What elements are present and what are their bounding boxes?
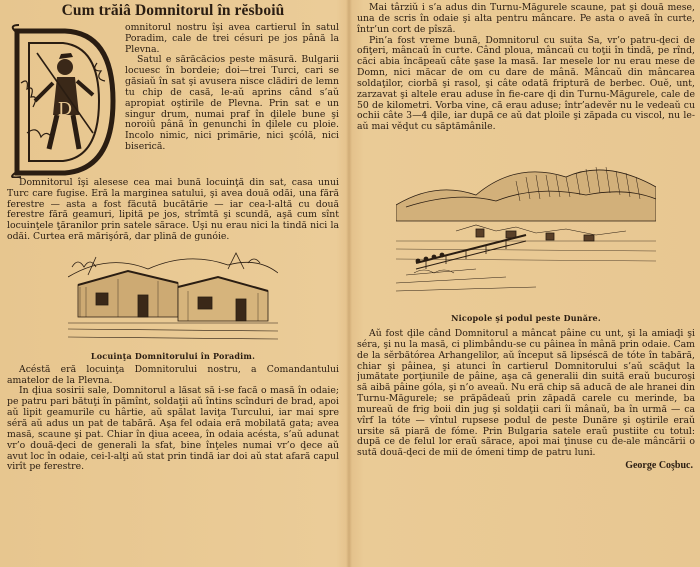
right-column (357, 0, 695, 567)
article-title: Cum trăiâ Domnitorul în rĕsboiû (61, 2, 285, 19)
left-column (7, 0, 339, 567)
paragraph: Acéstă eră locuinţa Domnitorului nostru, a Comandantului amatelor de la Plevna. (7, 363, 339, 386)
figure-bridge (357, 141, 695, 323)
paragraph: In ḑiua sosirii sale, Domnitorul a lăsat să i-se facă o masă în odaie; pe patru pari bătuţi în pămînt, soldaţii aŭ întins scînduri de brad, apoi aŭ lipit geamurile cu hârtie, aŭ spălat laviţa Turcului, iar mai spre séră aŭ adus un pat de tabără. Aşa fel odaia eră mobilată gata; avea masă, scaune şi pat. Chiar în ḑiua aceea, în odaia acésta, s’aŭ adunat vr’o două-ḑeci de generali la sfat, bine înţeles numai vr’o ḑece aŭ avut loc în odaie, cei-l-alţi aŭ stat prin tindă iar doi aŭ stat afară capul virît pe ferestre. (7, 385, 339, 473)
paragraph: Satul e sărăcăcios peste măsură. Bulgarii locuesc în bordeie; doi—trei Turci, cari se găsiaŭ în sat şi avusera nisce clădiri de lemn tu chip de casă, le-aŭ aprins când s’aŭ apropiat oştirile de Plevna. Prin sat e un singur drum, numai praf în ḑilele bune şi noroiû până în genunchi în ḑilele cu ploie. Incolo nimic, nici primărie, nici şcólă, nici biserică. (125, 54, 339, 153)
figure-caption-house: Locuinţa Domnitorului în Poradim. (90, 350, 256, 361)
paragraph: Domnitorul îşi alesese cea mai bună locuinţă din sat, casa unui Turc care fugise. Eră la marginea satului, şi avea două odăi, una fără ferestre — asta a fost făcută bucătărie — iar cea-l-altă cu două ferestre fără geamuri, lipită pe jos, strîmtă şi scundă, aşă cum sînt locuinţele ţăranilor prin satele sărace. Uşi nu erau nici la tindă nici la odăi. Curtea eră mărişóră, dar plină de gunóie. (7, 176, 339, 243)
house-engraving (68, 247, 278, 347)
paragraph: omnitorul nostru îşi avea cartierul în satul Poradim, cale de trei césuri pe jos până la Plevna. (125, 21, 339, 55)
svg-text:D: D (57, 98, 73, 120)
figure-house (7, 247, 339, 361)
page-fold (346, 0, 352, 567)
dropcap-illustration (7, 23, 119, 178)
paragraph: Aŭ fost ḑile când Domnitorul a mâncat pâine cu unt, şi la amiaḑi şi séra, şi nu la masă, ci plimbându-se cu pâinea în mână prin odaie. Cam de la sĕrbătórea Arhangelilor, aŭ început să lipséscă de tóte în tabără, chiar şi pâinea, şi atunci în cartierul Domnitorului s’aŭ scăḑut la jumătate porţiunile de pâine, aşa că generalii din suită eraŭ bucuroşi să aibă pâine góla, şi n’o aveaŭ. Nu eră chip să aducă de ale hranei din Turnu-Măgurele; se prăpădeaŭ prin zăpadă carele cu merinde, ba mureaŭ de frig boii din jug şi soldaţii cari îi mânaŭ, ba în urmă — ca vîrf la tóte — vîntul rupsese podul de peste Dunăre şi oştirile eraŭ ursite să piară de fóme. Prin Bulgaria satele eraŭ pustiite cu totul: după ce de felul lor eraŭ sărace, apoi mai ţinuse cu de-ale mâncării o sută două-ḑeci de mii de ómeni timp de patru luni. (357, 327, 695, 459)
paragraph: Mai târziŭ i s’a adus din Turnu-Măgurele scaune, pat şi două mese, una de scris în odaie şi alta pentru mâncare. Pe asta o aveă în curte, într’un cort de pîsză. (357, 2, 695, 35)
paragraph: Pin’a fost vreme bună, Domnitorul cu suita Sa, vr’o patru-ḑeci de ofiţeri, mâncaŭ în curte. Când ploua, mâncaŭ cu toţii în tindă, pe rînd, căci abia încăpeaŭ câte şase la masă. Iar mesele lor nu erau mese de Domn, nici măcar de om cu dare de mână. Mâncaŭ din mâncarea soldaţilor, ciorbă şi rasol, şi câte odată friptură de berbec. Ouĕ, unt, zarzavat şi altele erau aduse în fie-care ḑi din Turnu-Măgurele, cale de 50 de kilometri. Vorba vine, că erau aduse; într’adevĕr nu le vedeaŭ cu ochii câte 3—4 ḑile, iar după ce aŭ dat ploile şi zăpada cu viscol, nu le-aŭ mai vĕḑut cu săptămânile. (357, 34, 695, 133)
author-signature: George Coşbuc. (625, 460, 693, 472)
figure-caption-bridge: Nicopole şi podul peste Dunăre. (451, 312, 601, 323)
bridge-engraving (396, 141, 656, 309)
